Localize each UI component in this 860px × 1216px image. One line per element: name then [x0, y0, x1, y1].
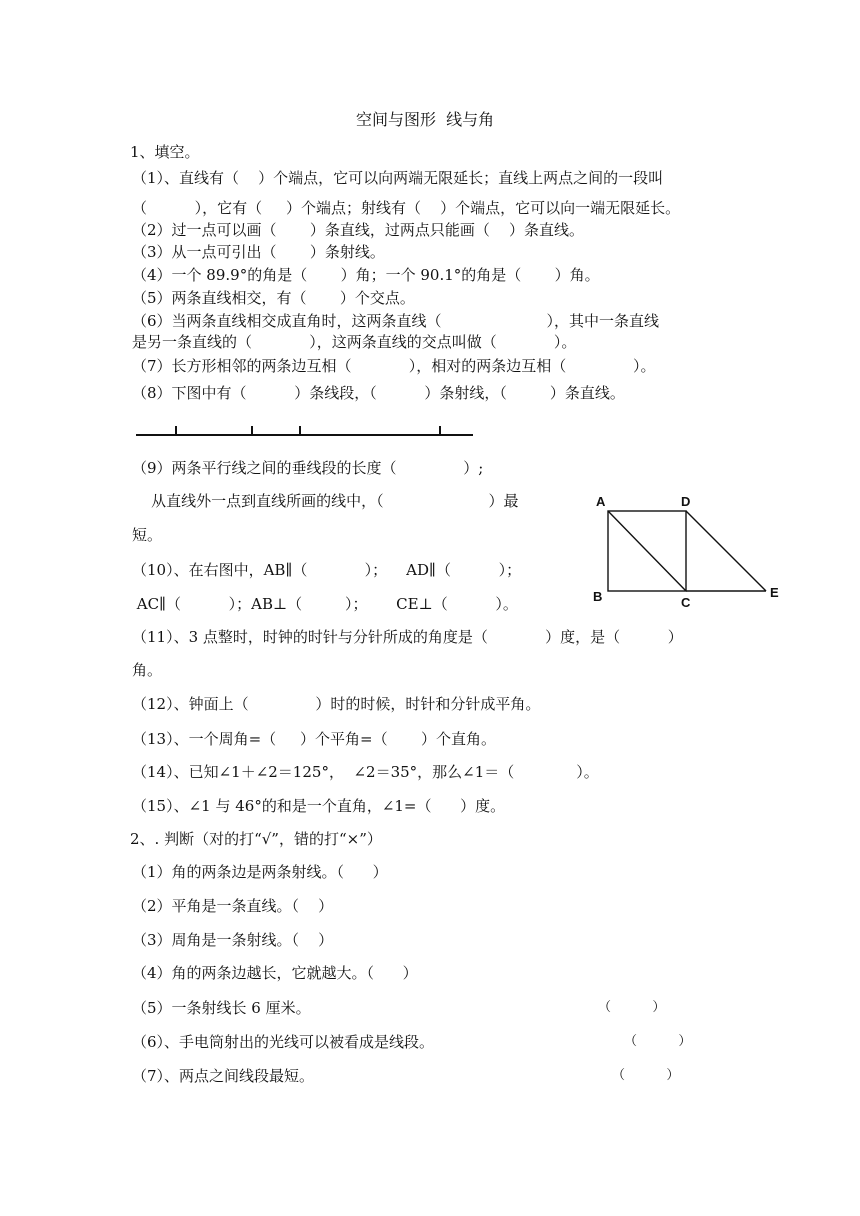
- line-segments-figure: [130, 420, 480, 444]
- q4-line: （4）一个 89.9°的角是（ ）角；一个 90.1°的角是（ ）角。: [132, 266, 600, 284]
- q6-line1: （6）当两条直线相交成直角时，这两条直线（ ），其中一条直线: [132, 312, 659, 330]
- judge-5: （5）一条射线长 6 厘米。: [132, 999, 311, 1017]
- q9-line1: （9）两条平行线之间的垂线段的长度（ ）;: [132, 459, 484, 477]
- q8-line: （8）下图中有（ ）条线段，（ ）条射线，（ ）条直线。: [132, 384, 625, 402]
- q1-line2: （ ），它有（ ）个端点；射线有（ ）个端点，它可以向一端无限延长。: [132, 199, 681, 217]
- judge-5-bracket: （ ）: [598, 1000, 666, 1015]
- q14-line: （14）、已知∠1＋∠2＝125°， ∠2＝35°，那么∠1＝（ ）。: [132, 763, 599, 781]
- q15-line: （15）、∠1 与 46°的和是一个直角，∠1=（ ）度。: [132, 797, 506, 815]
- q11-line2: 角。: [132, 661, 163, 679]
- rectangle-figure: [590, 490, 790, 615]
- q3-line: （3）从一点可引出（ ）条射线。: [132, 243, 385, 261]
- q6-line2: 是另一条直线的（ ），这两条直线的交点叫做（ ）。: [132, 333, 577, 351]
- q12-line: （12）、钟面上（ ）时的时候，时针和分针成平角。: [132, 695, 541, 713]
- q7-line: （7）长方形相邻的两条边互相（ ），相对的两条边互相（ ）。: [132, 357, 656, 375]
- q9-line2: 从直线外一点到直线所画的线中，（ ）最: [132, 492, 519, 510]
- judge-6-bracket: （ ）: [624, 1034, 692, 1049]
- q10-line1: （10）、在右图中，AB∥（ ）； AD∥（ ）；: [132, 561, 522, 579]
- judge-7: （7）、两点之间线段最短。: [132, 1067, 315, 1085]
- label-a: A: [596, 494, 606, 509]
- section2-heading: 2、. 判断（对的打“√”，错的打“×”）: [130, 830, 382, 848]
- label-e: E: [770, 585, 779, 600]
- q5-line: （5）两条直线相交，有（ ）个交点。: [132, 289, 415, 307]
- label-d: D: [681, 494, 691, 509]
- judge-7-bracket: （ ）: [612, 1068, 680, 1083]
- q10-line2: AC∥（ ）；AB⊥（ ）； CE⊥（ ）。: [132, 595, 518, 613]
- page-title: 空间与图形 线与角: [356, 110, 495, 129]
- q2-line: （2）过一点可以画（ ）条直线，过两点只能画（ ）条直线。: [132, 221, 584, 239]
- q13-line: （13）、一个周角=（ ）个平角=（ ）个直角。: [132, 730, 496, 748]
- judge-1: （1）角的两条边是两条射线。（ ）: [132, 863, 388, 881]
- label-b: B: [593, 589, 603, 604]
- judge-4: （4）角的两条边越长，它就越大。（ ）: [132, 964, 418, 982]
- judge-6: （6）、手电筒射出的光线可以被看成是线段。: [132, 1033, 435, 1051]
- q9-line3: 短。: [132, 526, 163, 544]
- label-c: C: [681, 595, 691, 610]
- judge-2: （2）平角是一条直线。（ ）: [132, 897, 334, 915]
- q11-line1: （11）、3 点整时，时钟的时针与分针所成的角度是（ ）度，是（ ）: [132, 628, 683, 646]
- judge-3: （3）周角是一条射线。（ ）: [132, 931, 334, 949]
- section1-heading: 1、填空。: [130, 143, 200, 161]
- q1-line1: （1）、直线有（ ）个端点，它可以向两端无限延长；直线上两点之间的一段叫: [132, 169, 664, 187]
